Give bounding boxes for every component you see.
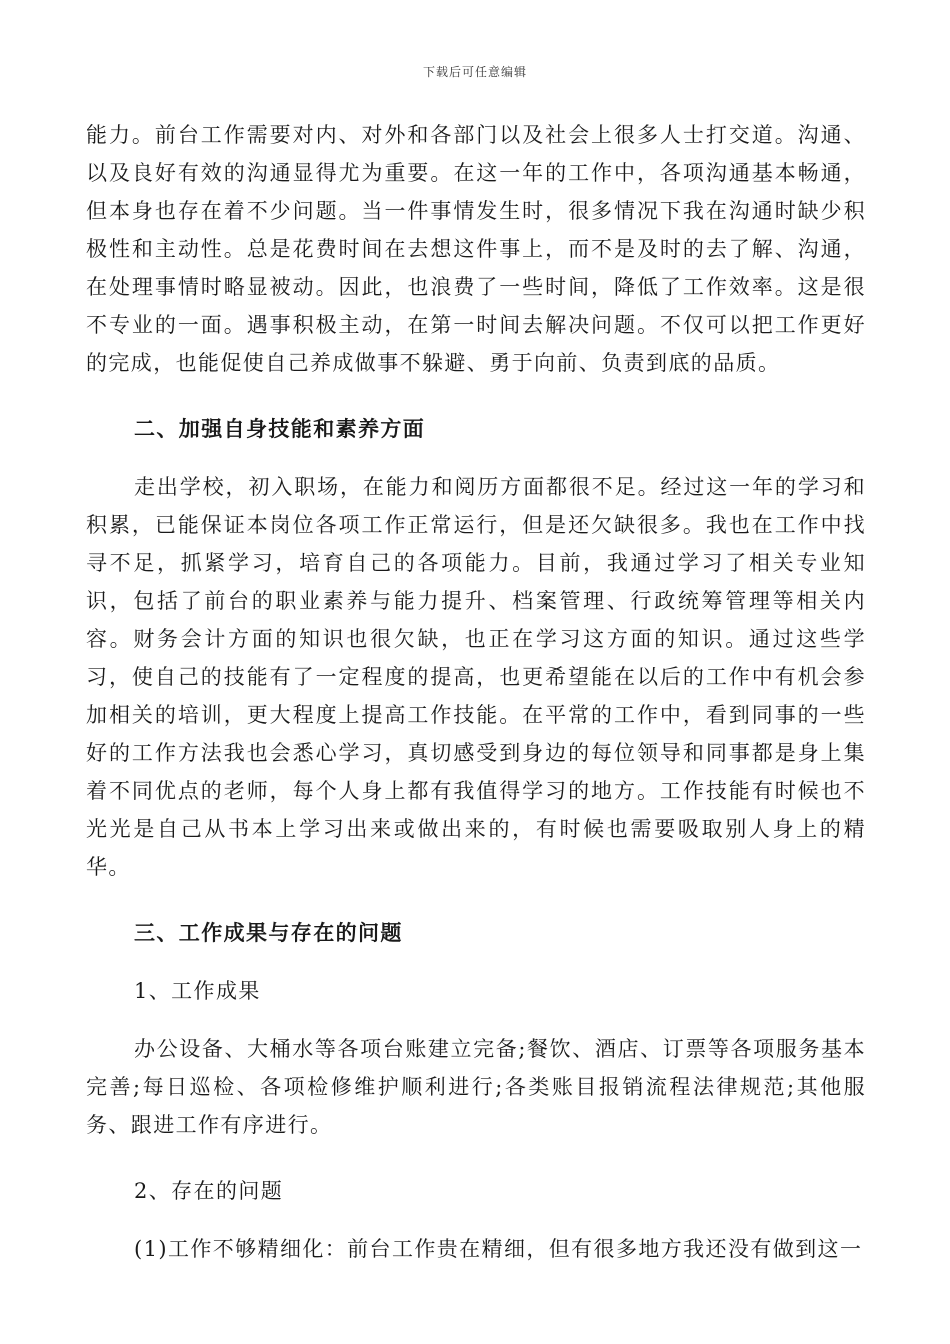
section-heading-skills: 二、加强自身技能和素养方面 (134, 417, 426, 441)
document-body (86, 116, 866, 1268)
paragraph-work-results: 办公设备、大桶水等各项台账建立完备;餐饮、酒店、订票等各项服务基本完善;每日巡检、各项检修维护顺利进行;各类账目报销流程法律规范;其他服务、跟进工作有序进行。 (86, 1037, 866, 1137)
page-header: 下载后可任意编辑 (422, 65, 527, 79)
section-heading-results: 三、工作成果与存在的问题 (134, 921, 403, 945)
paragraph-communication: 能力。前台工作需要对内、对外和各部门以及社会上很多人士打交道。沟通、以及良好有效的沟通显得尤为重要。在这一年的工作中，各项沟通基本畅通，但本身也存在着不少问题。当一件事情发生时，很多情况下我在沟通时缺少积极性和主动性。总是花费时间在去想这件事上，而不是及时的去了解、沟通，在处理事情时略显被动。因此，也浪费了一些时间，降低了工作效率。这是很不专业的一面。遇事积极主动，在第一时间去解决问题。不仅可以把工作更好的完成，也能促使自己养成做事不躲避、勇于向前、负责到底的品质。 (86, 123, 866, 375)
subheading-problems: 2、存在的问题 (134, 1179, 284, 1203)
list-item-problem-1: (1)工作不够精细化：前台工作贵在精细，但有很多地方我还没有做到这一 (134, 1237, 863, 1261)
paragraph-skills: 走出学校，初入职场，在能力和阅历方面都很不足。经过这一年的学习和积累，已能保证本岗位各项工作正常运行，但是还欠缺很多。我也在工作中找寻不足，抓紧学习，培育自己的各项能力。目前，我通过学习了相关专业知识，包括了前台的职业素养与能力提升、档案管理、行政统筹管理等相关内容。财务会计方面的知识也很欠缺，也正在学习这方面的知识。通过这些学习，使自己的技能有了一定程度的提高，也更希望能在以后的工作中有机会参加相关的培训，更大程度上提高工作技能。在平常的工作中，看到同事的一些好的工作方法我也会悉心学习，真切感受到身边的每位领导和同事都是身上集着不同优点的老师，每个人身上都有我值得学习的地方。工作技能有时候也不光光是自己从书本上学习出来或做出来的，有时候也需要吸取别人身上的精华。 (86, 475, 866, 879)
subheading-work-results: 1、工作成果 (134, 979, 261, 1003)
